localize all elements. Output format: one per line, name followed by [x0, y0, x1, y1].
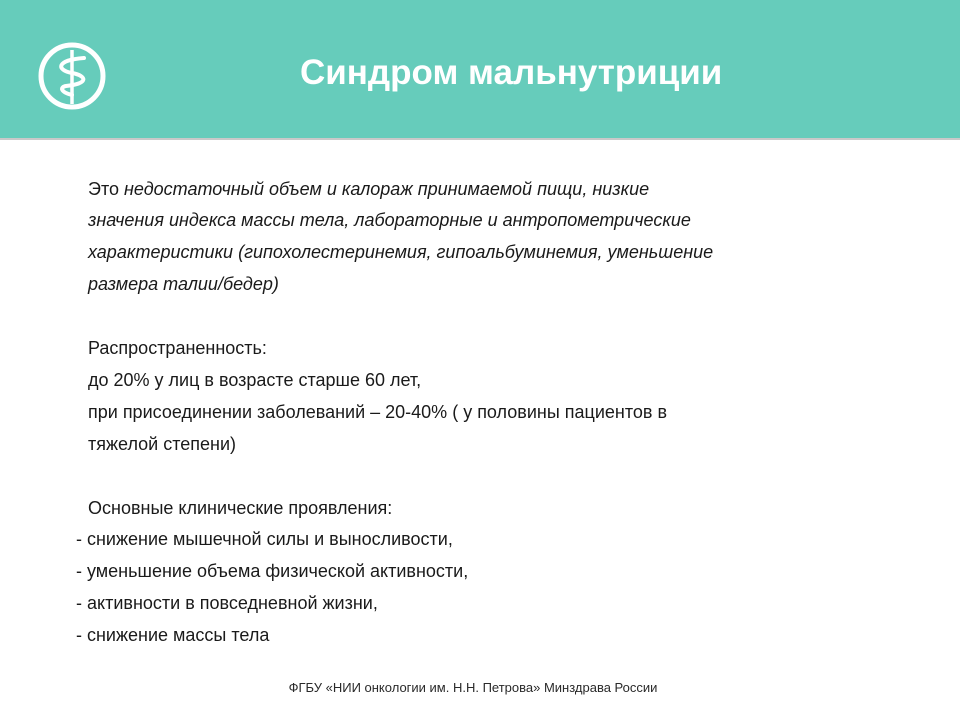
header-divider [0, 138, 960, 140]
prevalence-heading: Распространенность: [88, 338, 267, 358]
definition-line-3: характеристики (гипохолестеринемия, гипоальбуминемия, уменьшение [88, 242, 714, 262]
caduceus-icon [36, 40, 108, 112]
list-item: - снижение массы тела [76, 625, 270, 645]
definition-italic-1: недостаточный объем и калораж принимаемой пищи, низкие [124, 179, 650, 199]
list-item: - уменьшение объема физической активности, [76, 561, 469, 581]
definition-line-2: значения индекса массы тела, лабораторные и антропометрические [88, 210, 691, 230]
footer-text: ФГБУ «НИИ онкологии им. Н.Н. Петрова» Минздрава России [288, 680, 658, 695]
list-item: - снижение мышечной силы и выносливости, [76, 529, 453, 549]
prevalence-line-2: при присоединении заболеваний – 20-40% ( у половины пациентов в [88, 402, 668, 422]
definition-line-1 [88, 175, 649, 203]
manifestations-heading: Основные клинические проявления: [88, 498, 393, 518]
header-banner [0, 0, 960, 138]
prevalence-line-1: до 20% у лиц в возрасте старше 60 лет, [88, 370, 422, 390]
definition-line-4: размера талии/бедер) [88, 274, 279, 294]
footer-institution [0, 678, 960, 698]
list-item: - активности в повседневной жизни, [76, 593, 378, 613]
definition-lead: Это [88, 179, 124, 199]
prevalence-line-3: тяжелой степени) [88, 434, 237, 454]
page-title: Синдром мальнутриции [300, 53, 723, 92]
